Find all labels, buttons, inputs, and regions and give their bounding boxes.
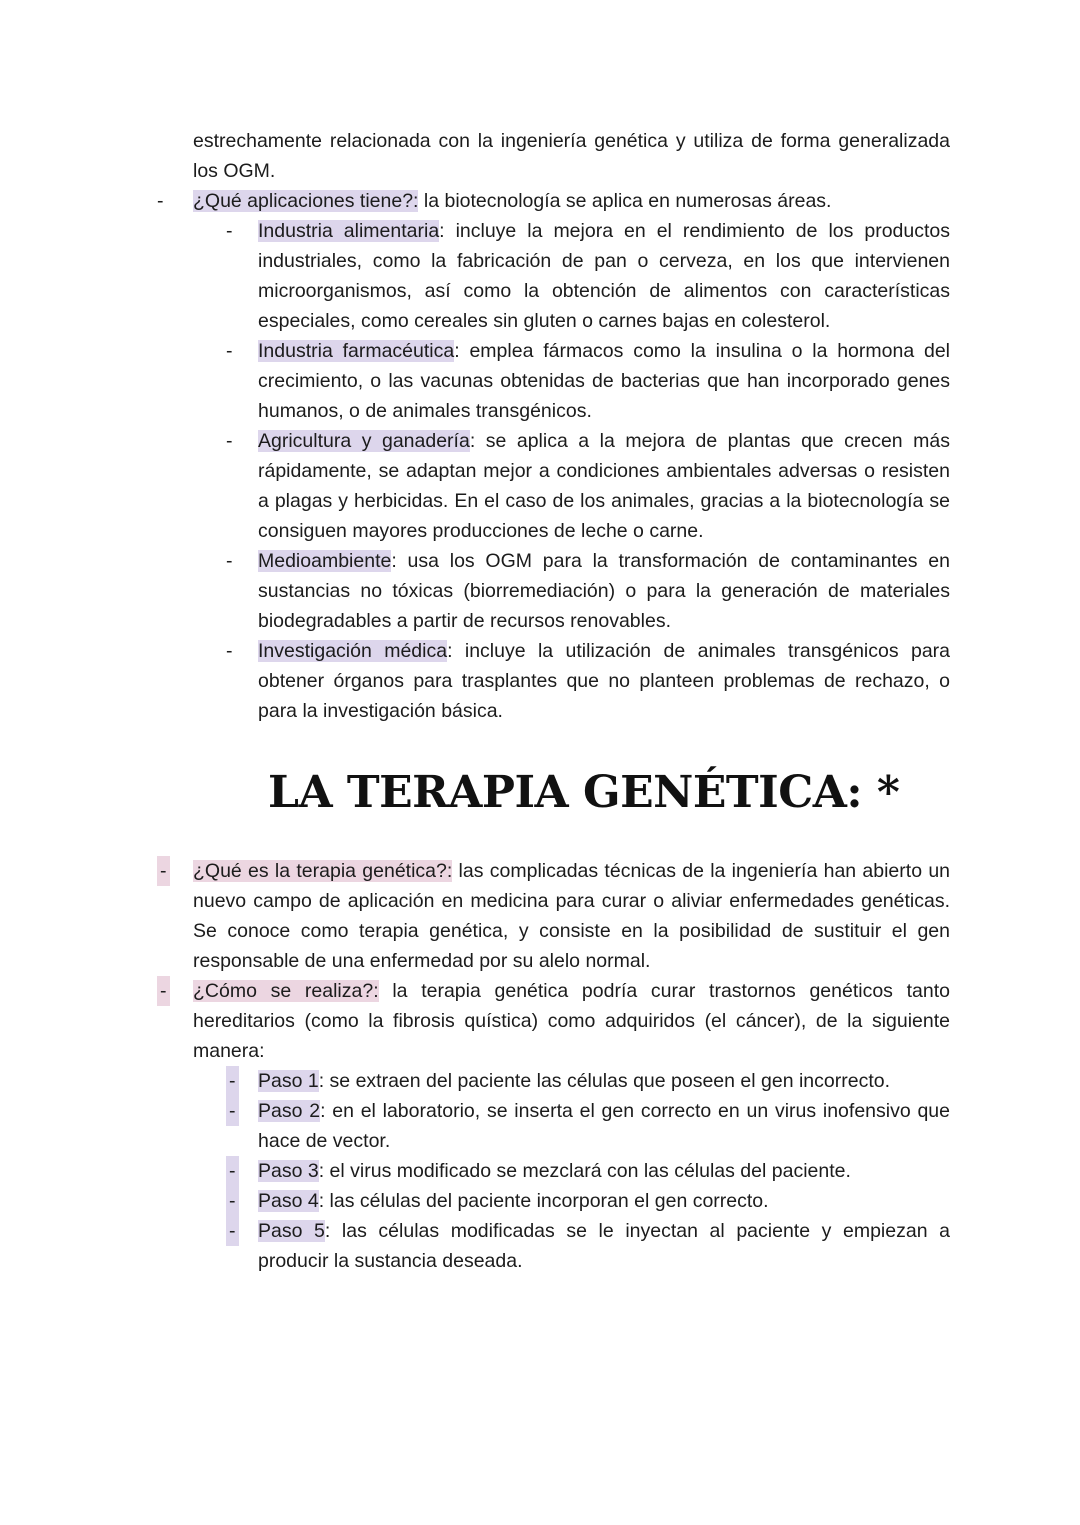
application-item-medical bbox=[226, 636, 950, 726]
application-text: : incluye la mejora en el rendimiento de los productos industriales, como la fabricación de pan o cerveza, en los que intervienen microorganismos, así como la obtención de alimentos con características especiales, como cereales sin gluten o carnes bajas en colesterol. bbox=[258, 220, 951, 332]
bullet-dash: - bbox=[226, 550, 233, 572]
document-page bbox=[0, 126, 1080, 1276]
bullet-dash: - bbox=[157, 190, 164, 212]
bullet-dash: - bbox=[226, 640, 233, 662]
how-text: la terapia genética podría curar trastornos genéticos tanto hereditarios (como la fibrosis quística) como adquiridos (el cáncer), de la siguiente manera: bbox=[193, 980, 950, 1062]
what-is-text: las complicadas técnicas de la ingeniería han abierto un nuevo campo de aplicación en medicina para curar o aliviar enfermedades genéticas. Se conoce como terapia genética, y consiste en la posibilidad de sustituir el gen responsable de una enfermedad por su alelo normal. bbox=[193, 860, 951, 972]
bullet-dash: - bbox=[226, 1066, 239, 1096]
application-label: Medioambiente bbox=[258, 550, 392, 572]
step-item-3 bbox=[229, 1156, 950, 1186]
how-label: ¿Cómo se realiza?: bbox=[193, 980, 379, 1002]
step-item-1 bbox=[229, 1066, 950, 1096]
step-text: : en el laboratorio, se inserta el gen correcto en un virus inofensivo que hace de vector. bbox=[258, 1100, 950, 1152]
application-label: Industria farmacéutica bbox=[258, 340, 455, 362]
step-text: : las células del paciente incorporan el gen correcto. bbox=[318, 1190, 769, 1212]
what-is-item bbox=[160, 856, 951, 976]
step-label: Paso 3 bbox=[258, 1160, 319, 1182]
application-item-agriculture bbox=[226, 426, 950, 546]
step-item-5 bbox=[229, 1216, 950, 1276]
step-label: Paso 1 bbox=[258, 1070, 319, 1092]
section-title: LA TERAPIA GENÉTICA: * bbox=[268, 767, 900, 818]
step-text: : las células modificadas se le inyectan al paciente y empiezan a producir la sustancia deseada. bbox=[258, 1220, 950, 1272]
step-label: Paso 5 bbox=[258, 1220, 325, 1242]
intro-paragraph bbox=[193, 126, 950, 186]
bullet-dash: - bbox=[226, 1096, 239, 1126]
bullet-dash: - bbox=[226, 220, 233, 242]
application-text: : emplea fármacos como la insulina o la hormona del crecimiento, o las vacunas obtenidas de bacterias que han incorporado genes humanos, o de animales transgénicos. bbox=[258, 340, 950, 422]
bullet-dash: - bbox=[226, 430, 233, 452]
step-text: : el virus modificado se mezclará con las células del paciente. bbox=[318, 1160, 851, 1182]
intro-text: estrechamente relacionada con la ingeniería genética y utiliza de forma generalizada los OGM. bbox=[193, 130, 950, 182]
applications-item bbox=[157, 186, 950, 216]
step-item-4 bbox=[229, 1186, 950, 1216]
application-item-food bbox=[226, 216, 951, 336]
bullet-dash: - bbox=[157, 976, 170, 1006]
applications-label: ¿Qué aplicaciones tiene?: bbox=[193, 190, 419, 212]
bullet-dash: - bbox=[226, 1186, 239, 1216]
application-item-environment bbox=[226, 546, 950, 636]
step-text: : se extraen del paciente las células que poseen el gen incorrecto. bbox=[318, 1070, 890, 1092]
spacer bbox=[0, 820, 1080, 856]
how-item bbox=[160, 976, 950, 1066]
application-text: : usa los OGM para la transformación de contaminantes en sustancias no tóxicas (biorremediación) o para la generación de materiales biodegradables a partir de recursos renovables. bbox=[258, 550, 950, 632]
step-label: Paso 4 bbox=[258, 1190, 319, 1212]
application-text: : incluye la utilización de animales transgénicos para obtener órganos para trasplantes que no planteen problemas de rechazo, o para la investigación básica. bbox=[258, 640, 950, 722]
applications-text: la biotecnología se aplica en numerosas áreas. bbox=[418, 190, 832, 212]
step-item-2 bbox=[229, 1096, 950, 1156]
bullet-dash: - bbox=[157, 856, 170, 886]
what-is-label: ¿Qué es la terapia genética?: bbox=[193, 860, 453, 882]
application-label: Industria alimentaria bbox=[258, 220, 440, 242]
bullet-dash: - bbox=[226, 340, 233, 362]
application-label: Investigación médica bbox=[258, 640, 448, 662]
bullet-dash: - bbox=[226, 1216, 239, 1246]
application-label: Agricultura y ganadería bbox=[258, 430, 470, 452]
application-item-pharma bbox=[226, 336, 950, 426]
bullet-dash: - bbox=[226, 1156, 239, 1186]
application-text: : se aplica a la mejora de plantas que crecen más rápidamente, se adaptan mejor a condiciones ambientales adversas o resisten a plagas y herbicidas. En el caso de los animales, gracias a la biotecnología se consiguen mayores producciones de leche o carne. bbox=[258, 430, 950, 542]
step-label: Paso 2 bbox=[258, 1100, 321, 1122]
